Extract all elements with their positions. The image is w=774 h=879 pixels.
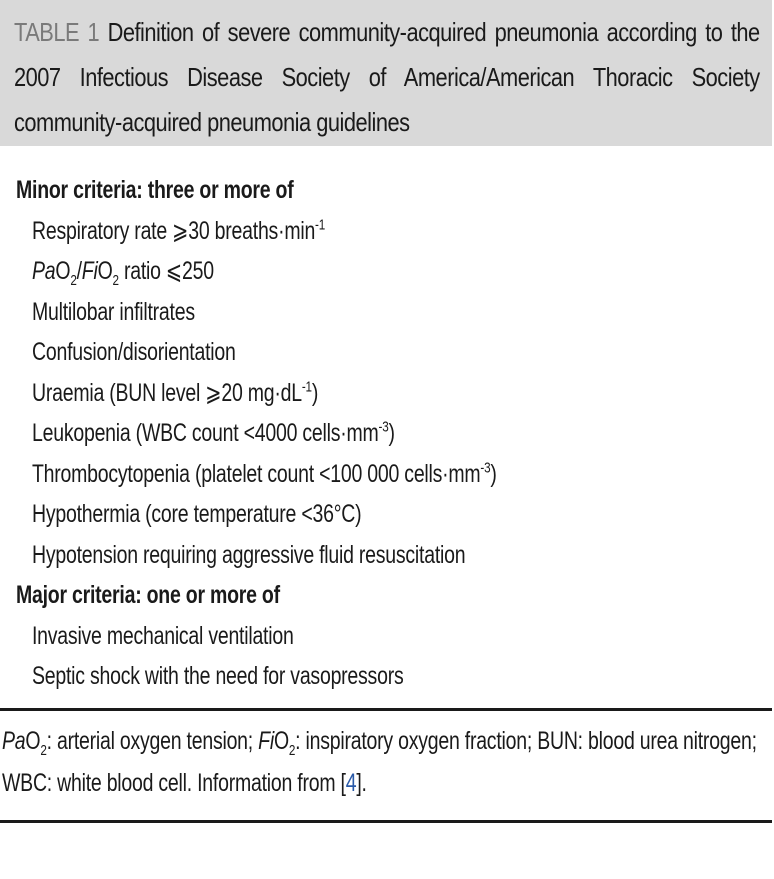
criterion-confusion: Confusion/disorientation	[32, 338, 236, 366]
table-body	[0, 170, 774, 697]
major-criteria-heading: Major criteria: one or more of	[16, 581, 280, 609]
criterion-multilobar-infiltrates: Multilobar infiltrates	[32, 297, 195, 326]
criterion-septic-shock: Septic shock with the need for vasopressors	[32, 662, 404, 690]
criterion-pao2-fio2-ratio: PaO$_2$/FiO$_2$ ratio ⩽250	[32, 257, 214, 289]
table-caption-box	[0, 0, 772, 146]
table-caption	[14, 10, 760, 145]
criterion-uraemia: Uraemia (BUN level ⩾20 $mg\cdot dL^{-1}$)	[32, 378, 319, 407]
criterion-mechanical-ventilation: Invasive mechanical ventilation	[32, 621, 294, 650]
criterion-hypothermia: Hypothermia (core temperature <36°C)	[32, 500, 362, 528]
minor-criteria-heading: Minor criteria: three or more of	[16, 176, 294, 204]
table-bottom-rule	[0, 820, 772, 823]
criterion-respiratory-rate: Respiratory rate ⩾30 $breaths\cdot\min^{-1}$	[32, 216, 325, 245]
criterion-hypotension: Hypotension requiring aggressive fluid resuscitation	[32, 540, 466, 569]
reference-link[interactable]: 4	[345, 769, 357, 797]
table-footnote: PaO$_2$: arterial oxygen tension; FiO$_2$: inspiratory oxygen fraction; BUN: blood urea nitrogen; WBC: white blood cell. Information from [4].	[2, 727, 757, 797]
table-label: TABLE 1	[14, 17, 100, 47]
criterion-thrombocytopenia: Thrombocytopenia (platelet count <100 000 $cells\cdot mm^{-3}$)	[32, 459, 497, 488]
table-title: Definition of severe community-acquired pneumonia according to the 2007 Infectious Disease Society of America/American Thoracic Society community-acquired pneumonia guidelines	[14, 17, 760, 137]
criterion-leukopenia: Leukopenia (WBC count <4000 $cells\cdot mm^{-3}$)	[32, 418, 395, 447]
table-top-rule	[0, 708, 772, 711]
